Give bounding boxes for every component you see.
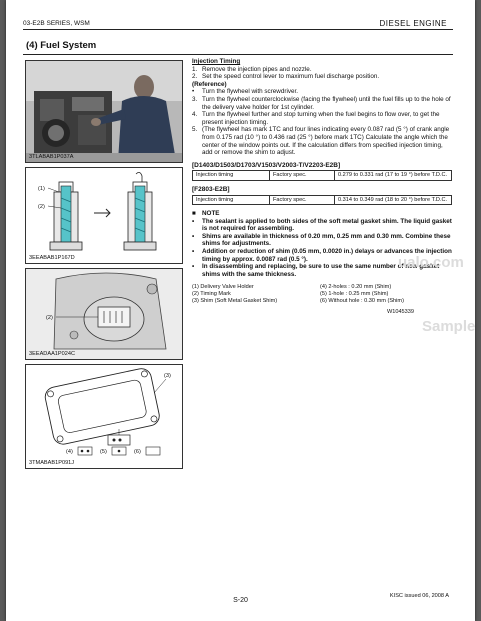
note-heading: NOTE: [202, 210, 220, 218]
issue-info: KISC issued 06, 2008 A: [389, 593, 449, 599]
procedure-column: [192, 58, 454, 317]
figure-engine-photo: [25, 60, 183, 163]
figure-timing-mark: [25, 268, 183, 360]
step: 1. Remove the injection pipes and nozzle.: [192, 65, 312, 73]
delivery-valve-diagram: [26, 168, 182, 263]
label-4: (4): [66, 449, 73, 455]
reference-label: (Reference): [192, 80, 227, 88]
figure-caption: 3EEADAA1P024C: [29, 351, 76, 357]
spec-model: [F2803-E2B]: [192, 185, 230, 193]
note-item: • In disassembling and replacing, be sure to use the same number of new gasket shims with the same thickness.: [192, 263, 440, 278]
spec-kind: Factory spec.: [270, 171, 335, 181]
legend-item: (6) Without hole : 0.30 mm (Shim): [320, 298, 404, 305]
legend-item: (3) Shim (Soft Metal Gasket Shim): [192, 298, 278, 305]
spec-model: [D1403/D1503/D1703/V1503/V2003-T/V2203-E2B]: [192, 161, 341, 169]
timing-mark-illustration: [26, 269, 182, 359]
section-title: (4) Fuel System: [26, 40, 97, 51]
shim-variants: [78, 447, 160, 455]
spec-value: 0.279 to 0.331 rad (17 to 19 °) before T.D.C.: [335, 171, 452, 181]
page-number: S-20: [233, 597, 248, 604]
step: 4. Turn the flywheel further and stop turning when the fuel begins to flow over, to get the present injection timing.: [192, 111, 440, 126]
watermark-text: ualo.com: [398, 254, 464, 271]
step: 2. Set the speed control lever to maximum fuel discharge position.: [192, 73, 380, 81]
label-1: (1): [38, 186, 45, 192]
procedure-heading: Injection Timing: [192, 58, 241, 65]
note-item: • Shims are available in thickness of 0.20 mm, 0.25 mm and 0.30 mm. Combine these shims for adjustments.: [192, 232, 451, 248]
figure-shim: [25, 364, 183, 469]
header-series: 03-E2B SERIES, WSM: [23, 20, 90, 27]
valve-left: [50, 182, 82, 250]
section-rule: [23, 54, 453, 55]
label-3: (3): [164, 373, 171, 379]
reference-item: • Turn the flywheel with screwdriver.: [192, 88, 299, 96]
engine-photo-illustration: [26, 61, 182, 162]
note-item: • The sealant is applied to both sides of the soft metal gasket shim. The liquid gasket is not required for assembling.: [192, 217, 452, 233]
header-rule: [23, 29, 453, 30]
manual-page: [6, 0, 475, 621]
label-5: (5): [100, 449, 107, 455]
spec-table: [192, 170, 452, 181]
legend-item: (4) 2-holes : 0.20 mm (Shim): [320, 284, 392, 291]
figure-caption: 3TMABAB1P091J: [29, 460, 75, 466]
step: 3. Turn the flywheel counterclockwise (facing the flywheel) until the fuel fills up to the hole of the delivery valve holder for 1st cylinder.: [192, 95, 451, 111]
spec-label: Injection timing: [193, 195, 270, 205]
header-section: DIESEL ENGINE: [379, 19, 447, 28]
spec-value: 0.314 to 0.349 rad (18 to 20 °) before T.D.C.: [335, 195, 452, 205]
spec-table: [192, 195, 452, 206]
figure-delivery-valve: [25, 167, 183, 264]
reference-code: W1045339: [386, 309, 414, 316]
label-2: (2): [38, 204, 45, 210]
spec-kind: Factory spec.: [270, 195, 335, 205]
parts-legend: [192, 284, 454, 305]
spec-label: Injection timing: [193, 171, 270, 181]
note-item: • Addition or reduction of shim (0.05 mm, 0.0020 in.) delays or advances the injection timing by approx. 0.0087 rad (0.5 °).: [192, 248, 452, 263]
label-6: (6): [134, 449, 141, 455]
figure-caption: 3TLABAB1P037A: [29, 154, 74, 160]
watermark-text: Sample: [422, 318, 476, 335]
valve-right: [124, 172, 156, 250]
figure-caption: 3EEABAB1P167D: [29, 255, 75, 261]
shim-diagram: [26, 365, 182, 468]
legend-item: (5) 1-hole : 0.25 mm (Shim): [320, 291, 389, 298]
legend-item: (1) Delivery Valve Holder: [192, 284, 254, 291]
label-2: (2): [46, 315, 53, 321]
step: 5. (The flywheel has mark 1TC and four lines indicating every 0.087 rad (5 °) of crank angle from 0.175 rad (10 °) to 0.436 rad (25 °) before mark 1TC) Calculate the angle which the center of the window points out. If the calculation differs from specified injection timing, add or remove the shim to adjust.: [192, 126, 450, 157]
note-block: ■ NOTE • The sealant is applied to both sides of the soft metal gasket shim. The liquid gasket is not required for assembling. • Shims are available in thickness of 0.20 mm, 0.25 mm and 0.30 mm. Combine these shims for adjustments. • Addition or reduction of shim (0.05 mm, 0.0020 in.) delays or advances the injection timing by approx. 0.0087 rad (0.5 °). • In disassembling and replacing, be sure to use the same number of new gasket shims with the same thickness.: [192, 210, 454, 278]
legend-item: (2) Timing Mark: [192, 291, 231, 298]
